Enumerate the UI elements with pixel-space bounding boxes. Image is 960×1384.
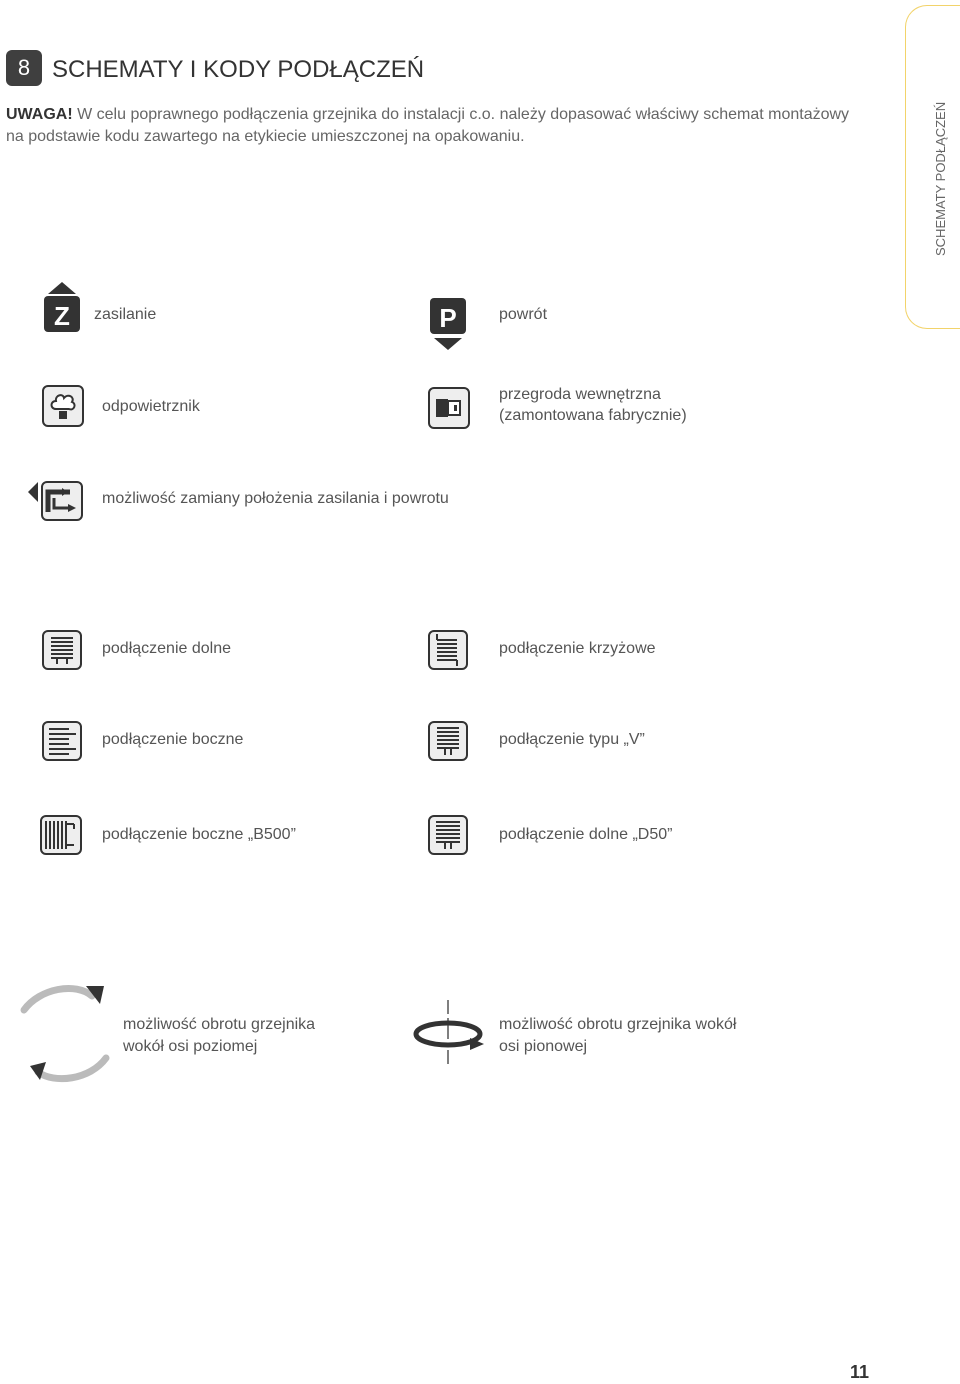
v-type-connection-icon: [428, 721, 468, 761]
air-vent-icon: [42, 385, 84, 427]
supply-label: zasilanie: [94, 306, 157, 323]
bottom-connection-icon: [42, 630, 82, 670]
cross-connection-label: podłączenie krzyżowe: [499, 640, 656, 657]
vent-label: odpowietrznik: [102, 398, 200, 415]
page-number: 11: [850, 1362, 870, 1382]
section-number-badge: 8: [6, 50, 42, 86]
partition-label-1: przegroda wewnętrzna: [499, 386, 661, 403]
return-icon: [426, 296, 470, 352]
return-label: powrót: [499, 306, 548, 323]
swap-icon: [26, 478, 86, 524]
intro-paragraph: [6, 104, 856, 148]
side-connection-icon: [42, 721, 82, 761]
swap-label: możliwość zamiany położenia zasilania i powrotu: [102, 490, 449, 507]
rotate-vertical-label-2: osi pionowej: [499, 1038, 588, 1055]
side-tab-label: SCHEMATY PODŁĄCZEŃ: [933, 101, 948, 256]
bottom-d50-connection-label: podłączenie dolne „D50”: [499, 826, 673, 843]
side-connection-label: podłączenie boczne: [102, 731, 244, 748]
partition-label-2: (zamontowana fabrycznie): [499, 407, 687, 424]
rotate-vertical-label-1: możliwość obrotu grzejnika wokół: [499, 1016, 737, 1033]
side-tab: [905, 5, 960, 329]
cross-connection-icon: [428, 630, 468, 670]
rotate-horizontal-axis-icon: [18, 978, 114, 1088]
side-b500-connection-icon: [40, 815, 82, 855]
bottom-d50-connection-icon: [428, 815, 468, 855]
rotate-vertical-axis-icon: [410, 998, 494, 1070]
rotate-horizontal-label-2: wokół osi poziomej: [123, 1038, 258, 1055]
v-type-connection-label: podłączenie typu „V”: [499, 731, 645, 748]
section-title: SCHEMATY I KODY PODŁĄCZEŃ: [52, 56, 425, 83]
intro-text: W celu poprawnego podłączenia grzejnika do instalacji c.o. należy dopasować właściwy schemat montażowy na podstawie kodu zawartego na etykiecie umieszczonej na opakowaniu.: [6, 106, 850, 145]
side-b500-connection-label: podłączenie boczne „B500”: [102, 826, 296, 843]
svg-text:Z: Z: [54, 301, 70, 331]
svg-text:P: P: [439, 303, 457, 333]
partition-icon: [428, 387, 470, 429]
rotate-horizontal-label-1: możliwość obrotu grzejnika: [123, 1016, 316, 1033]
bottom-connection-label: podłączenie dolne: [102, 640, 231, 657]
warning-label: UWAGA!: [6, 106, 73, 123]
supply-icon: [40, 280, 84, 336]
